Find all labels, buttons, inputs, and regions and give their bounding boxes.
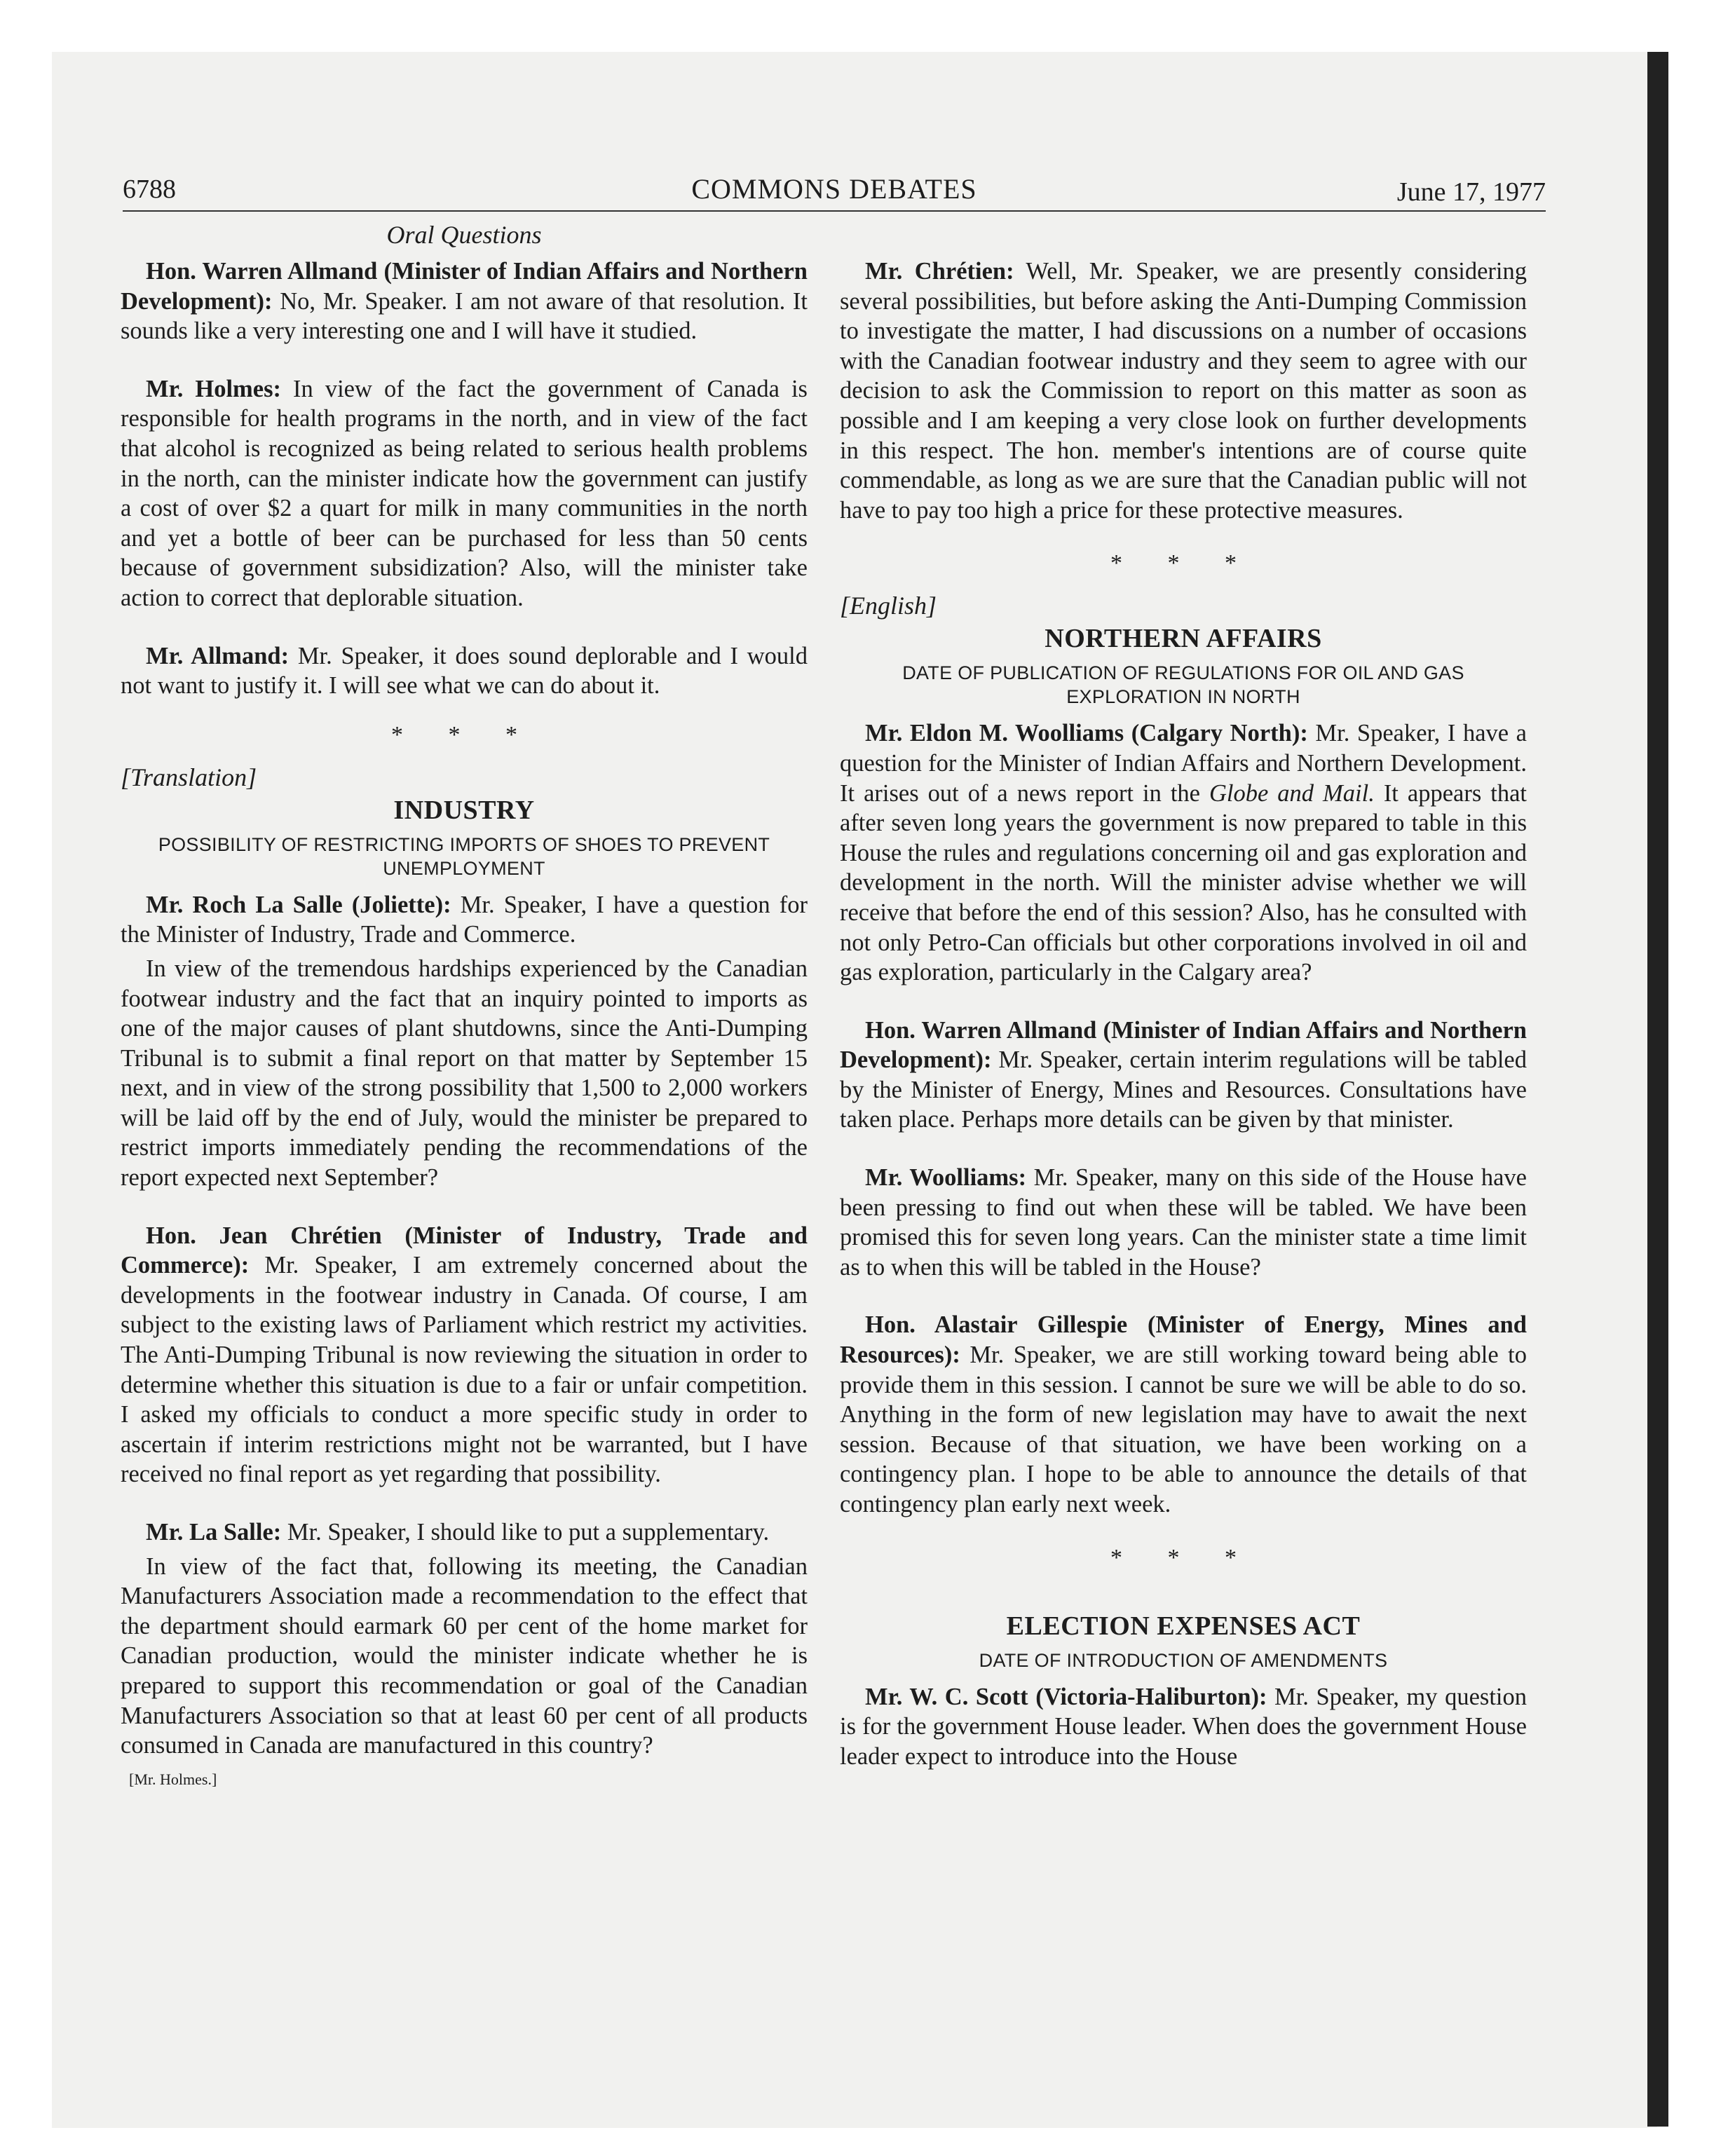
- paragraph: [840, 718, 1527, 987]
- paragraph: [840, 1682, 1527, 1772]
- section-subheading: POSSIBILITY OF RESTRICTING IMPORTS OF SHOES TO PREVENT UNEMPLOYMENT: [158, 833, 770, 879]
- speaker-name: Mr. Woolliams:: [865, 1164, 1027, 1192]
- speech-text: It appears that after seven long years the government is now prepared to table in this House the rules and regulations concerning oil and gas exploration and development in the north. Will the minister advise whether we will receive that before the end of this session? Also, has he consulted with not only Petro-Can officials but other corporations involved in oil and gas exploration, particularly in the Calgary area?: [840, 779, 1527, 986]
- speaker-name: Hon. Alastair Gillespie (Minister of Energy, Mines and Resources):: [840, 1311, 1527, 1369]
- speech-text: Well, Mr. Speaker, we are presently considering several possibilities, but before asking the Anti-Dumping Commission to investigate the matter, I had discussions on a number of occasions with the Canadian footwear industry and they seem to agree with our decision to ask the Commission to report on this matter as soon as possible and I am keeping a very close look on further developments in this respect. The hon. member's intentions are of course quite commendable, as long as we are sure that the Canadian public will not have to pay too high a price for these protective measures.: [840, 258, 1528, 524]
- paragraph: [840, 257, 1527, 525]
- paragraph: In view of the tremendous hardships experienced by the Canadian footwear industry and the fact that an inquiry pointed to imports as one of the major causes of plant shutdowns, since the Anti-Dumping Tribunal is to submit a final report on that matter by September 15 next, and in view of the strong possibility that 1,500 to 2,000 workers will be laid off by the end of July, would the minister be prepared to restrict imports immediately pending the recommendations of the report expected next September?: [121, 955, 808, 1192]
- newspaper-title: Globe and Mail.: [1209, 779, 1375, 807]
- issue-date: June 17, 1977: [1396, 177, 1546, 207]
- speech-text: In view of the fact the government of Canada is responsible for health programs in the north, and in view of the fact that alcohol is recognized as being related to serious health problems in the north, can the minister indicate how the government can justify a cost of over $2 a quart for milk in many communities in the north and yet a bottle of beer can be purchased for less than 50 cents because of government subsidization? Also, will the minister take action to correct that deplorable situation.: [121, 375, 808, 611]
- paragraph: [840, 1310, 1527, 1519]
- section-subheading: DATE OF INTRODUCTION OF AMENDMENTS: [979, 1649, 1388, 1671]
- speaker-name: Mr. Eldon M. Woolliams (Calgary North):: [865, 720, 1308, 747]
- speech-text: Mr. Speaker, I have a question for the Minister of Industry, Trade and Commerce.: [121, 891, 808, 948]
- speech-text: Mr. Speaker, I am extremely concerned about the developments in the footwear industry in Canada. Of course, I am subject to the existing laws of Parliament which restrict my activities. The Anti-Dumping Tribunal is now reviewing the situation in order to determine whether this situation is due to a fair or unfair competition. I asked my officials to conduct a more specific study in order to ascertain if interim restrictions might not be warranted, but I have received no final report as yet regarding that possibility.: [121, 1252, 808, 1488]
- speaker-name: Mr. Roch La Salle (Joliette):: [146, 891, 451, 918]
- language-tag: [Translation]: [121, 763, 257, 791]
- speech-text: Mr. Speaker, I should like to put a supplementary.: [281, 1519, 770, 1546]
- speaker-name: Hon. Warren Allmand (Minister of Indian Affairs and Northern Development):: [840, 1016, 1527, 1074]
- section-heading: NORTHERN AFFAIRS: [1045, 624, 1322, 654]
- page-footnote: [Mr. Holmes.]: [129, 1770, 217, 1788]
- section-tag: Oral Questions: [386, 221, 542, 249]
- paragraph: [121, 641, 808, 701]
- paragraph: [121, 1517, 808, 1548]
- section-separator: * * *: [1110, 550, 1256, 577]
- speaker-name: Mr. Chrétien:: [865, 258, 1014, 285]
- section-subheading: DATE OF PUBLICATION OF REGULATIONS FOR OIL AND GAS EXPLORATION IN NORTH: [902, 662, 1464, 708]
- paragraph: In view of the fact that, following its meeting, the Canadian Manufacturers Association made a recommendation to the effect that the department should earmark 60 per cent of the home market for Canadian production, would the minister indicate whether he is prepared to support this recommendation or goal of the Canadian Manufacturers Association so that at least 60 per cent of all products consumed in Canada are manufactured in this country?: [121, 1553, 808, 1759]
- scan-edge-bar: [1647, 52, 1668, 2127]
- speaker-name: Mr. La Salle:: [146, 1519, 282, 1546]
- paragraph: [121, 890, 808, 950]
- language-tag: [English]: [840, 592, 937, 620]
- right-column: [840, 216, 1527, 1771]
- section-separator: * * *: [391, 721, 537, 748]
- paragraph: [121, 257, 808, 346]
- speaker-name: Mr. W. C. Scott (Victoria-Haliburton):: [865, 1683, 1267, 1710]
- speaker-name: Mr. Allmand:: [146, 642, 290, 669]
- paragraph: [840, 1016, 1527, 1135]
- section-heading: ELECTION EXPENSES ACT: [1006, 1611, 1361, 1641]
- speech-text: Mr. Speaker, my question is for the government House leader. When does the government House leader expect to introduce into the House: [840, 1683, 1527, 1770]
- speech-text: Mr. Speaker, many on this side of the House have been pressing to find out when these will be tabled. We have been promised this for seven long years. Can the minister state a time limit as to when this will be tabled in the House?: [840, 1164, 1527, 1281]
- publication-title: COMMONS DEBATES: [691, 173, 977, 205]
- speech-text: Mr. Speaker, certain interim regulations will be tabled by the Minister of Energy, Mines and Resources. Consultations have taken place. Perhaps more details can be given by that minister.: [840, 1046, 1527, 1133]
- speaker-name: Hon. Warren Allmand (Minister of Indian Affairs and Northern Development):: [121, 258, 808, 315]
- speech-text: No, Mr. Speaker. I am not aware of that resolution. It sounds like a very interesting one and I will have it studied.: [121, 287, 808, 345]
- paragraph: [121, 1221, 808, 1489]
- speaker-name: Hon. Jean Chrétien (Minister of Industry, Trade and Commerce):: [121, 1222, 808, 1279]
- page-header: [123, 170, 1546, 212]
- paragraph: [840, 1163, 1527, 1282]
- left-column: [121, 216, 808, 1789]
- speaker-name: Mr. Holmes:: [146, 375, 282, 402]
- section-separator: * * *: [1110, 1544, 1256, 1571]
- page-number: 6788: [123, 175, 176, 204]
- speech-text: Mr. Speaker, I have a question for the Minister of Indian Affairs and Northern Development. It arises out of a news report in the: [840, 720, 1527, 807]
- section-heading: INDUSTRY: [393, 795, 535, 825]
- speech-text: Mr. Speaker, it does sound deplorable and I would not want to justify it. I will see what we can do about it.: [121, 642, 808, 700]
- paragraph: [121, 374, 808, 613]
- speech-text: Mr. Speaker, we are still working toward being able to provide them in this session. I cannot be sure we will be able to do so. Anything in the form of new legislation may have to await the next session. Because of that situation, we have been working on a contingency plan. I hope to be able to announce the details of that contingency plan early next week.: [840, 1342, 1527, 1517]
